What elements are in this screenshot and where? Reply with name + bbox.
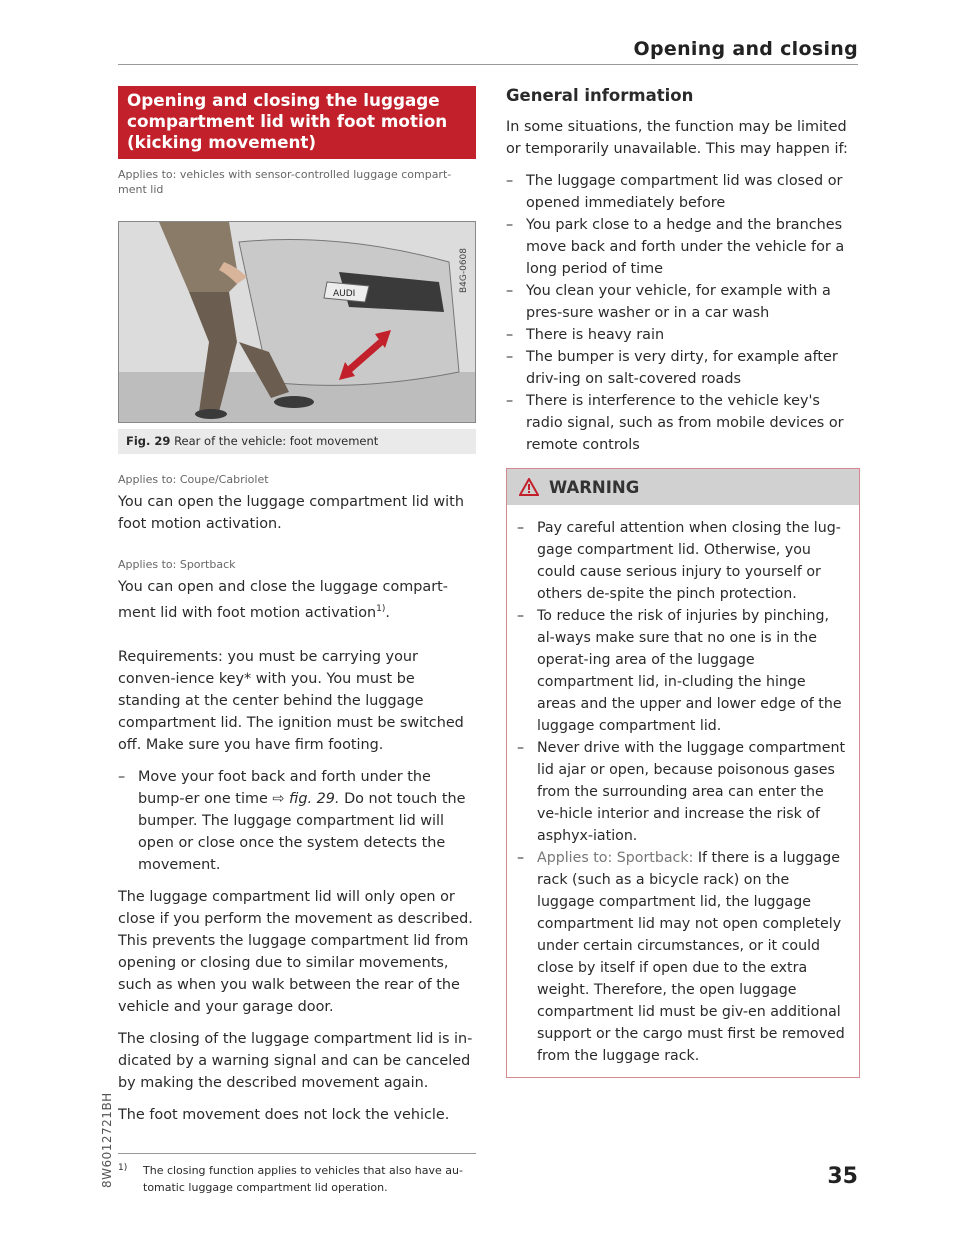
warning-box bbox=[506, 468, 860, 1078]
footnote-rule bbox=[118, 1153, 476, 1154]
figure-29 bbox=[118, 221, 476, 423]
general-info-item: – You park close to a hedge and the branches move back and forth under the vehicle for a long period of time bbox=[506, 217, 845, 277]
warning-title: WARNING bbox=[549, 477, 640, 497]
warning-list bbox=[517, 517, 849, 847]
requirements-text: Requirements: you must be carrying your conven-ience key* with you. You must be standing at the center behind the luggage compartment lid. The ignition must be switched off. Make sure you have firm footing. bbox=[118, 648, 464, 753]
general-info-item: – There is interference to the vehicle key's radio signal, such as from mobile devices or remote controls bbox=[506, 393, 844, 453]
footnote-ref: 1) bbox=[376, 604, 386, 614]
steps-list bbox=[118, 766, 476, 876]
figure-link[interactable]: ⇨ fig. 29. bbox=[272, 790, 340, 807]
warning-list-last bbox=[517, 847, 849, 1067]
warning-item: – Pay careful attention when closing the lug-gage compartment lid. Otherwise, you could cause serious injury to yourself or others de-spite the pinch protection. bbox=[517, 520, 841, 602]
paragraph-3: The foot movement does not lock the vehicle. bbox=[118, 1106, 450, 1123]
figure-code: B4G-0608 bbox=[459, 248, 469, 294]
general-info-item: – You clean your vehicle, for example with a pres-sure washer or in a car wash bbox=[506, 283, 831, 321]
document-code: 8W6012721BH bbox=[100, 1092, 114, 1188]
paragraph-2: The closing of the luggage compartment lid is in-dicated by a warning signal and can be canceled by making the described movement again. bbox=[118, 1030, 473, 1091]
applies-to-sensor: Applies to: vehicles with sensor-controlled luggage compart-ment lid bbox=[118, 168, 452, 196]
general-info-title: General information bbox=[506, 86, 694, 105]
warning-item: – Never drive with the luggage compartment lid ajar or open, because poisonous gases from the surrounding area can enter the ve-hicle interior and increase the risk of asphyx-iation. bbox=[517, 740, 846, 844]
warning-item: – To reduce the risk of injuries by pinching, al-ways make sure that no one is in the operat-ing area of the luggage compartment lid, in-cluding the hinge areas and the upper and lower edge of the luggage compartment lid. bbox=[517, 608, 842, 734]
general-info-list bbox=[506, 170, 860, 456]
footnote bbox=[118, 1162, 476, 1196]
general-info-intro: In some situations, the function may be limited or temporarily unavailable. This may happen if: bbox=[506, 119, 848, 157]
page-header-title: Opening and closing bbox=[633, 38, 858, 60]
header-rule bbox=[118, 64, 858, 65]
right-column bbox=[506, 86, 860, 1078]
paragraph-1: The luggage compartment lid will only open or close if you perform the movement as described. This prevents the luggage compartment lid from opening or closing due to similar movements, such as when you walk between the rear of the vehicle and your garage door. bbox=[118, 888, 473, 1015]
page-number: 35 bbox=[827, 1164, 858, 1189]
footnote-text: The closing function applies to vehicles that also have au-tomatic luggage compartment lid operation. bbox=[143, 1164, 463, 1194]
sportback-text: You can open and close the luggage compart-ment lid with foot motion activation$^{1)}$. bbox=[118, 579, 448, 621]
applies-to-coupe: Applies to: Coupe/Cabriolet bbox=[118, 473, 269, 486]
section-title: Opening and closing the luggage compartment lid with foot motion (kicking movement) bbox=[118, 86, 476, 159]
figure-caption bbox=[118, 429, 476, 454]
general-info-item: – The luggage compartment lid was closed or opened immediately before bbox=[506, 173, 843, 211]
coupe-text: You can open the luggage compartment lid with foot motion activation. bbox=[118, 494, 464, 532]
step-item: – Move your foot back and forth under the bump-er one time ⇨ fig. 29. Do not touch the bumper. The luggage compartment lid will open or close once the system detects the movement. bbox=[118, 768, 466, 873]
left-column bbox=[118, 86, 476, 1126]
figure-caption-text: Rear of the vehicle: foot movement bbox=[174, 434, 379, 448]
warning-header bbox=[507, 469, 859, 505]
general-info-item: – The bumper is very dirty, for example after driv-ing on salt-covered roads bbox=[506, 349, 838, 387]
plate-text: AUDI bbox=[333, 289, 356, 299]
applies-to-sportback: Applies to: Sportback bbox=[118, 558, 236, 571]
footnote-mark: 1) bbox=[118, 1163, 128, 1173]
general-info-item: – There is heavy rain bbox=[506, 327, 665, 343]
warning-item-sportback: – Applies to: Sportback: If there is a luggage rack (such as a bicycle rack) on the luggage compartment lid, the luggage compartment lid may not open completely under certain circumstances, or it could close by itself if open due to the extra weight. Therefore, the open luggage compartment lid must be giv-en additional support or the cargo must first be removed from the luggage rack. bbox=[517, 850, 845, 1064]
warning-triangle-icon bbox=[519, 478, 539, 496]
warning-body bbox=[507, 505, 859, 1077]
car-rear-illustration bbox=[119, 222, 475, 422]
figure-label: Fig. 29 bbox=[126, 434, 171, 448]
